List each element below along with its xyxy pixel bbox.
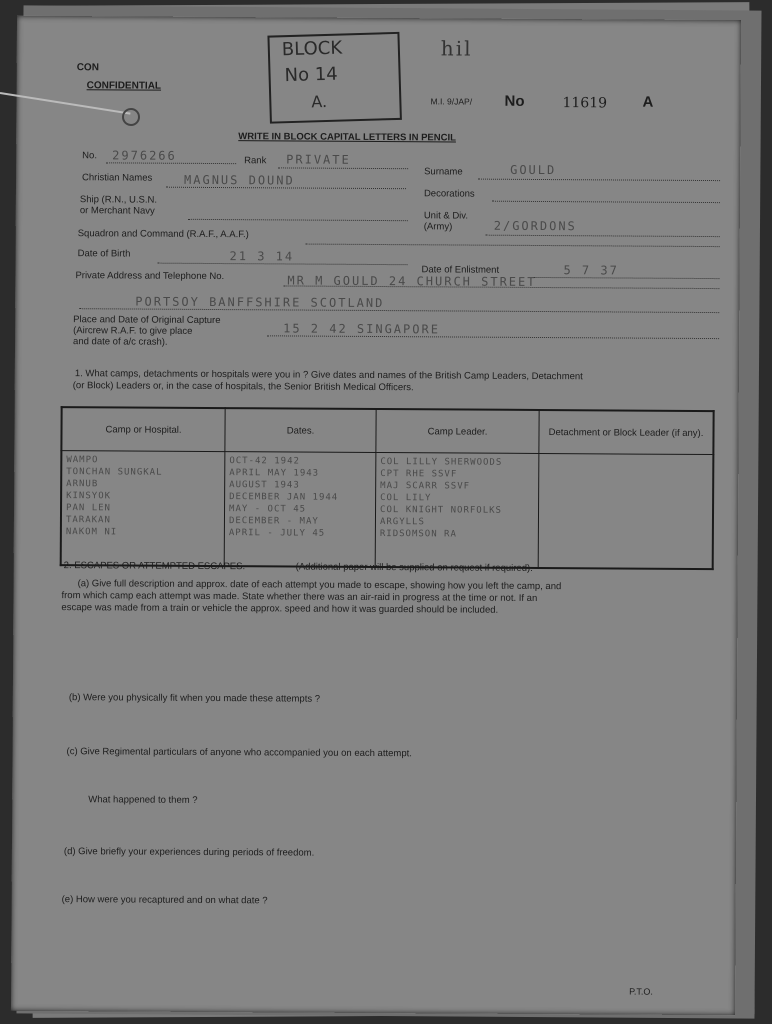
leader-entry: RIDSOMSON RA xyxy=(379,529,457,540)
squadron-label: Squadron and Command (R.A.F., A.A.F.) xyxy=(77,228,249,241)
date-entry: DECEMBER - MAY xyxy=(228,516,319,527)
unit-value: 2/GORDONS xyxy=(493,218,577,234)
address-value-2: PORTSOY BANFFSHIRE SCOTLAND xyxy=(135,294,385,311)
stamp-line1: BLOCK xyxy=(281,37,343,61)
surname-line xyxy=(478,179,720,181)
enlistment-line xyxy=(533,277,719,279)
leader-entry: ARGYLLS xyxy=(379,517,425,528)
leader-entry: COL LILY xyxy=(380,493,432,504)
date-entry: APRIL MAY 1943 xyxy=(229,468,320,479)
q2b-text: (b) Were you physically fit when you made these attempts ? xyxy=(68,692,321,705)
enlistment-value: 5 7 37 xyxy=(563,263,619,278)
form-reference: M.I. 9/JAP/ xyxy=(430,96,473,107)
q1-text-1: 1. What camps, detachments or hospitals were you in ? Give dates and names of the British Camp Leaders, Detachment xyxy=(74,368,583,383)
dates-column xyxy=(224,452,376,567)
form-number: 11619 xyxy=(562,95,608,112)
address-line-2 xyxy=(79,308,719,313)
classification: CONFIDENTIAL xyxy=(86,80,162,92)
rank-value: PRIVATE xyxy=(286,152,351,167)
leader-entry: COL LILLY SHERWOODS xyxy=(380,457,503,468)
punch-hole xyxy=(122,108,140,126)
date-entry: APRIL - JULY 45 xyxy=(228,528,326,539)
no-value: 2976266 xyxy=(112,148,177,163)
address-value-1: MR M GOULD 24 CHURCH STREET xyxy=(287,273,537,289)
camp-entry: WAMPO xyxy=(66,455,99,466)
capture-label-2: (Aircrew R.A.F. to give place xyxy=(73,325,193,337)
capture-label-1: Place and Date of Original Capture xyxy=(73,314,221,327)
camp-entry: ARNUB xyxy=(66,479,99,490)
camps-table-header xyxy=(61,407,713,454)
capture-line xyxy=(267,335,719,339)
ship-line xyxy=(188,219,408,221)
address-label: Private Address and Telephone No. xyxy=(75,270,225,283)
capture-label-3: and date of a/c crash). xyxy=(73,336,168,348)
camp-leader-column xyxy=(375,452,539,567)
instruction: WRITE IN BLOCK CAPITAL LETTERS IN PENCIL xyxy=(238,131,456,144)
q2-title-note: (Additional paper will be supplied on request if required). xyxy=(295,561,533,574)
unit-label-2: (Army) xyxy=(423,221,453,233)
form-suffix: A xyxy=(642,93,654,111)
leader-entry: MAJ SCARR SSVF xyxy=(380,481,471,492)
camp-entry: NAKOM NI xyxy=(65,527,118,538)
header-dates: Dates. xyxy=(225,408,376,452)
initials: hil xyxy=(440,36,473,61)
date-entry: AUGUST 1943 xyxy=(229,480,300,491)
number-label: No xyxy=(504,92,525,110)
rank-label: Rank xyxy=(244,155,267,167)
header-detachment-leader: Detachment or Block Leader (if any). xyxy=(539,410,714,455)
camp-entry: TONCHAN SUNGKAL xyxy=(66,467,163,478)
q2a-text-3: escape was made from a train or vehicle the approx. speed and how it was guarded should be included. xyxy=(61,602,499,616)
q2a-text-1: (a) Give full description and approx. date of each attempt you made to escape, showing how you left the camp, and xyxy=(77,578,562,593)
camp-entry: PAN LEN xyxy=(66,503,112,514)
q2c-text: (c) Give Regimental particulars of anyone who accompanied you on each attempt. xyxy=(66,746,412,760)
unit-line xyxy=(486,235,720,237)
camps-table xyxy=(60,406,715,570)
dob-label: Date of Birth xyxy=(77,248,131,260)
stamp-line2: No 14 xyxy=(284,63,338,87)
date-entry: DECEMBER JAN 1944 xyxy=(229,492,339,503)
date-entry: MAY - OCT 45 xyxy=(229,504,307,515)
squadron-line xyxy=(306,244,720,248)
camp-entry: KINSYOK xyxy=(66,491,112,502)
stamp-line3: A. xyxy=(311,91,328,112)
q2c-followup: What happened to them ? xyxy=(88,794,198,806)
q1-text-2: (or Block) Leaders or, in the case of hospitals, the Senior British Medical Officers. xyxy=(72,380,414,394)
q2-title: 2. ESCAPES OR ATTEMPTED ESCAPES. xyxy=(63,560,246,573)
camps-table-body xyxy=(61,451,714,569)
q2d-text: (d) Give briefly your experiences during periods of freedom. xyxy=(63,846,315,859)
rank-line xyxy=(278,167,408,169)
capture-value: 15 2 42 SINGAPORE xyxy=(283,321,441,337)
camp-entry: TARAKAN xyxy=(65,515,111,526)
no-label: No. xyxy=(82,150,98,162)
q2a-text-2: from which camp each attempt was made. State whether there was an air-raid in progress at the time or not. If an xyxy=(61,590,538,604)
surname-label: Surname xyxy=(424,166,463,178)
unit-label-1: Unit & Div. xyxy=(423,210,469,222)
surname-value: GOULD xyxy=(510,162,557,178)
header-camp-leader: Camp Leader. xyxy=(376,409,539,453)
detachment-leader-column xyxy=(538,453,713,569)
christian-names-label: Christian Names xyxy=(82,172,153,184)
leader-entry: COL KNIGHT NORFOLKS xyxy=(380,505,503,516)
camp-column xyxy=(61,451,225,566)
classification-partial: CON xyxy=(76,62,99,74)
pto-label: P.T.O. xyxy=(629,986,653,997)
q2e-text: (e) How were you recaptured and on what date ? xyxy=(61,894,268,907)
form-page xyxy=(11,16,741,1015)
header-camp: Camp or Hospital. xyxy=(61,407,225,451)
decorations-label: Decorations xyxy=(423,188,475,200)
date-entry: OCT-42 1942 xyxy=(229,456,300,467)
ship-label-2: or Merchant Navy xyxy=(79,205,155,217)
leader-entry: CPT RHE SSVF xyxy=(380,469,458,480)
enlistment-label: Date of Enlistment xyxy=(421,264,500,276)
block-stamp xyxy=(267,32,401,124)
dob-value: 21 3 14 xyxy=(229,249,295,264)
ship-label-1: Ship (R.N., U.S.N. xyxy=(79,194,158,206)
decorations-line xyxy=(492,201,720,203)
christian-names-value: MAGNUS DOUND xyxy=(184,172,295,188)
